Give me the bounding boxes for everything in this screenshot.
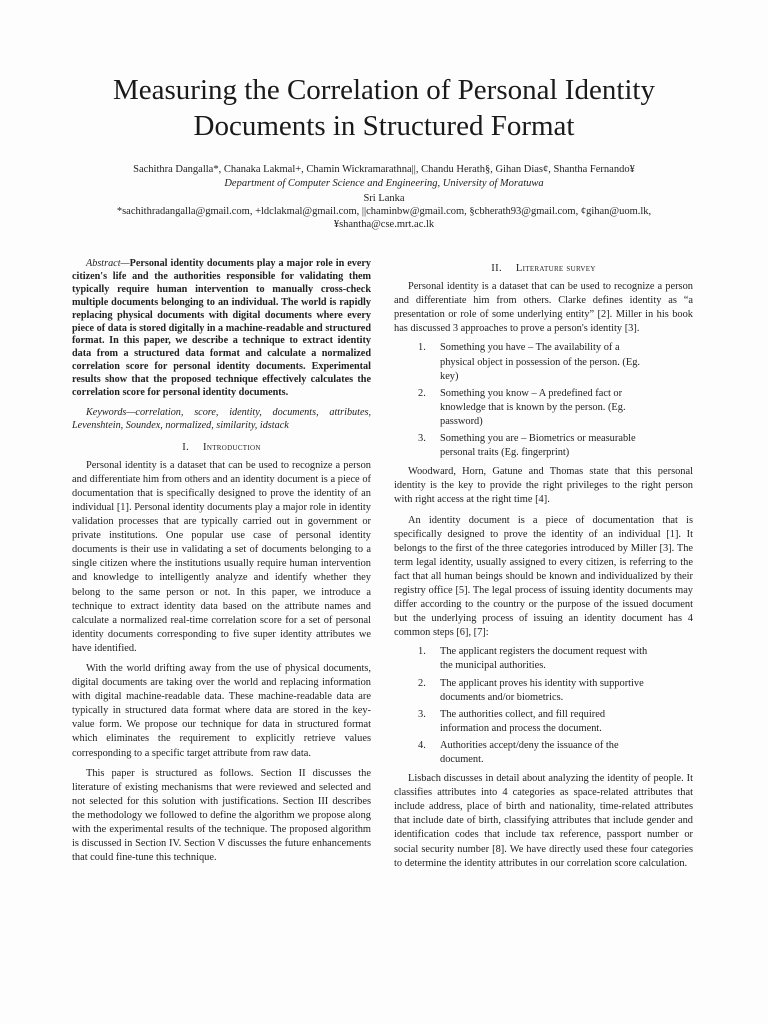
list-item-text: The applicant registers the document request with the municipal authorities. bbox=[440, 646, 648, 672]
list-item-text: Authorities accept/deny the issuance of the document. bbox=[440, 739, 619, 765]
list-item-number: 3. bbox=[418, 708, 426, 720]
paper-title bbox=[60, 72, 708, 144]
list-item-text: The applicant proves his identity with supportive documents and/or biometrics. bbox=[440, 677, 644, 703]
list-item bbox=[394, 387, 693, 429]
author-list: Sachithra Dangalla*, Chanaka Lakmal+, Chamin Wickramarathna||, Chandu Herath§, Gihan Dias¢, Shantha Fernando¥ bbox=[133, 164, 635, 175]
list-item bbox=[394, 645, 693, 673]
section-title: Literature survey bbox=[515, 263, 596, 274]
section-heading-introduction bbox=[72, 441, 371, 455]
section-number: II. bbox=[491, 263, 502, 274]
list-item-number: 3. bbox=[418, 433, 426, 445]
author-emails-line-1: *sachithradangalla@gmail.com, +ldclakmal@gmail.com, ||chaminbw@gmail.com, §cbherath93@gmail.com, ¢gihan@uom.lk, bbox=[116, 206, 652, 217]
right-column bbox=[394, 258, 693, 871]
intro-paragraph-3: This paper is structured as follows. Section II discusses the literature of existing mechanisms that were reviewed and selected and not selected for this solution with justifications. Section III describes the methodology we followed to define the algorithm we propose along with the experimental results of the technique. The proposed algorithm is discussed in Section IV. Section V discusses the future enhancements that could fine-tune this technique. bbox=[72, 767, 371, 864]
list-item-text: Something you are – Biometrics or measurable personal traits (Eg. fingerprint) bbox=[440, 433, 636, 459]
list-item bbox=[394, 708, 693, 736]
lit-paragraph-4: Lisbach discusses in detail about analyzing the identity of people. It classifies attributes into 4 categories as space-related attributes that include address, place of birth and nationality, time-related attributes that include date of birth, classifying attributes that include gender and identification codes that include tax reference, passport number or social security number [8]. We have directly used these four categories to determine the identity attributes in our correlation score calculation. bbox=[394, 773, 693, 869]
author-emails-line-2: ¥shantha@cse.mrt.ac.lk bbox=[333, 219, 435, 230]
section-heading-literature-survey bbox=[394, 262, 693, 276]
abstract-text: Personal identity documents play a major role in every citizen's life and the authorities responsible for validating them typically require human intervention to manually cross-check multiple documents belonging to an individual. The world is rapidly replacing physical documents with digital documents where every piece of data is stored digitally in a machine-readable and structured format. In this paper, we describe a technique to extract identity data from a structured data format and calculate a normalized correlation score for personal identity documents. Experimental results show that the proposed technique effectively calculates the correlation score for personal identity documents. bbox=[72, 258, 371, 399]
lit-paragraph-3: An identity document is a piece of documentation that is specifically designed to prove the identity of an individual [1]. It belongs to the first of the three categories introduced by Miller [3]. The term legal identity, usually assigned to every citizen, is referring to the fact that all human beings should be known and individualized by their registry office [5]. The legal process of issuing identity documents may differ according to the country or the purpose of the issued document but the underlying process of issuing an identity document has 4 common steps [6], [7]: bbox=[394, 514, 693, 639]
list-item-number: 1. bbox=[418, 342, 426, 354]
intro-paragraph-2: With the world drifting away from the use of physical documents, digital documents are taking over the world and replacing information with digital machine-readable data. These machine-readable data are typically in structured data format where data are stored in the key-value form. We propose our technique for data in structured format which eliminates the requirement to explicitly retrieve values corresponding to a specific target attribute from raw data. bbox=[72, 662, 371, 759]
title-line-2: Documents in Structured Format bbox=[193, 110, 575, 142]
list-item-number: 2. bbox=[418, 677, 426, 689]
issuing-steps-list bbox=[394, 645, 693, 767]
title-line-1: Measuring the Correlation of Personal Identity bbox=[112, 74, 655, 106]
list-item bbox=[394, 341, 693, 383]
list-item-number: 4. bbox=[418, 739, 426, 751]
abstract-lead: Abstract— bbox=[86, 258, 130, 269]
list-item bbox=[394, 739, 693, 767]
left-column bbox=[72, 258, 371, 865]
list-item-text: Something you know – A predefined fact or knowledge that is known by the person. (Eg. password) bbox=[440, 387, 626, 427]
section-number: I. bbox=[182, 441, 190, 453]
list-item-number: 2. bbox=[418, 387, 426, 399]
keywords: Keywords—correlation, score, identity, documents, attributes, Levenshtein, Soundex, normalized, similarity, idstack bbox=[72, 406, 371, 431]
affiliation-country: Sri Lanka bbox=[363, 193, 405, 204]
list-item-text: Something you have – The availability of a physical object in possession of the person. (Eg. key) bbox=[440, 342, 640, 382]
list-item-text: The authorities collect, and fill required information and process the document. bbox=[440, 708, 606, 734]
list-item bbox=[394, 432, 693, 460]
section-title: Introduction bbox=[203, 441, 261, 453]
identity-approaches-list bbox=[394, 341, 693, 460]
abstract bbox=[72, 258, 371, 400]
intro-paragraph-1: Personal identity is a dataset that can be used to recognize a person and differentiate him from others and an identity document is a piece of documentation that is specifically designed to prove the identity of an individual [1]. Personal identity documents play a major role in identity validation processes that are typically carried out in government or private institutions. One popular use case of personal identity documents is their use in validating a set of documents belonging to a single citizen where the institutions usually require human intervention and knowledge to intelligently analyze and identify whether they belong to the same person or not. In this paper, we introduce a technique to extract identity data based on the attribute names and calculate a normalized real-time correlation score for a set of personal identity documents corresponding to five super identity attributes we have identified. bbox=[72, 459, 371, 654]
list-item-number: 1. bbox=[418, 646, 426, 658]
list-item bbox=[394, 677, 693, 705]
lit-paragraph-2: Woodward, Horn, Gatune and Thomas state that this personal identity is the key to provide the right privileges to the right person with right access at the right time [4]. bbox=[394, 466, 693, 506]
affiliation: Department of Computer Science and Engineering, University of Moratuwa bbox=[224, 178, 544, 189]
lit-paragraph-1: Personal identity is a dataset that can be used to recognize a person and differentiate him from others. Clarke defines identity as “a presentation or role of some underlying entity” [2]. Miller in his book has discussed 3 approaches to prove a person's identity [3]. bbox=[394, 281, 693, 335]
